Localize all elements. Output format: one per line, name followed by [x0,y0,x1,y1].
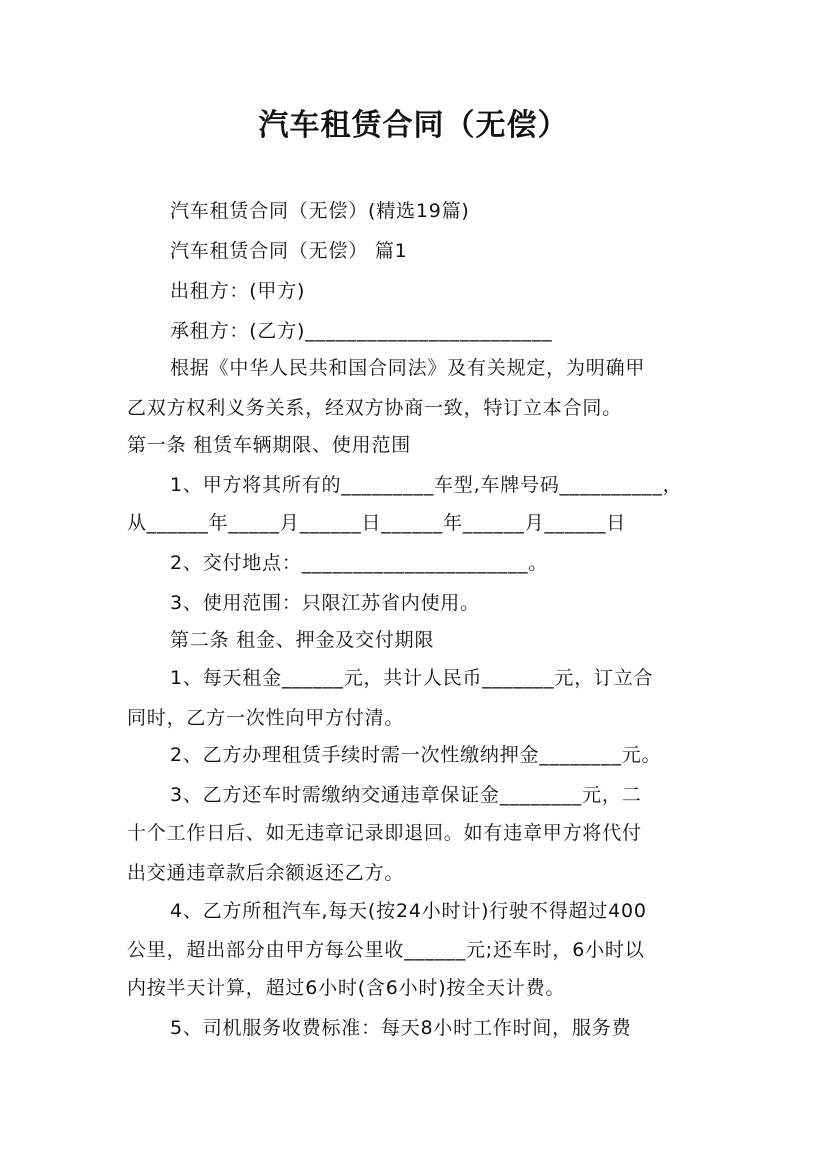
lessor-line: 出租方：(甲方) [170,280,306,302]
paragraph-line: 5、司机服务收费标准：每天8小时工作时间，服务费 [170,1017,632,1039]
paragraph-line: 十个工作日后、如无违章记录即退回。如有违章甲方将代付 [127,822,642,844]
paragraph-line: 1、甲方将其所有的_________车型,车牌号码__________， [170,474,683,496]
paragraph-line: 2、交付地点：______________________。 [170,552,549,574]
lessee-line: 承租方：(乙方)________________________ [170,320,553,342]
paragraph-line: 出交通违章款后余额返还乙方。 [127,862,405,884]
paragraph-line: 3、乙方还车时需缴纳交通违章保证金________元，二 [170,784,642,806]
article-heading: 第二条 租金、押金及交付期限 [170,629,435,651]
paragraph-line: 1、每天租金______元，共计人民币_______元，订立合 [170,667,654,689]
paragraph-line: 4、乙方所租汽车,每天(按24小时计)行驶不得超过400 [170,900,647,922]
section-heading: 汽车租赁合同（无偿） 篇1 [170,240,408,262]
paragraph-line: 内按半天计算，超过6小时(含6小时)按全天计费。 [127,977,566,999]
paragraph-line: 根据《中华人民共和国合同法》及有关规定，为明确甲 [170,357,646,379]
paragraph-line: 2、乙方办理租赁手续时需一次性缴纳押金________元。 [170,744,662,766]
article-heading: 第一条 租赁车辆期限、使用范围 [127,434,412,456]
subtitle-line: 汽车租赁合同（无偿）(精选19篇) [170,200,470,222]
document-title: 汽车租赁合同（无偿） [258,108,569,143]
paragraph-line: 公里，超出部分由甲方每公里收______元;还车时，6小时以 [127,939,645,961]
paragraph-line: 3、使用范围：只限江苏省内使用。 [170,592,480,614]
paragraph-line: 乙双方权利义务关系，经双方协商一致，特订立本合同。 [127,397,623,419]
paragraph-line: 从______年_____月______日______年______月______日 [127,512,627,534]
paragraph-line: 同时，乙方一次性向甲方付清。 [127,707,405,729]
